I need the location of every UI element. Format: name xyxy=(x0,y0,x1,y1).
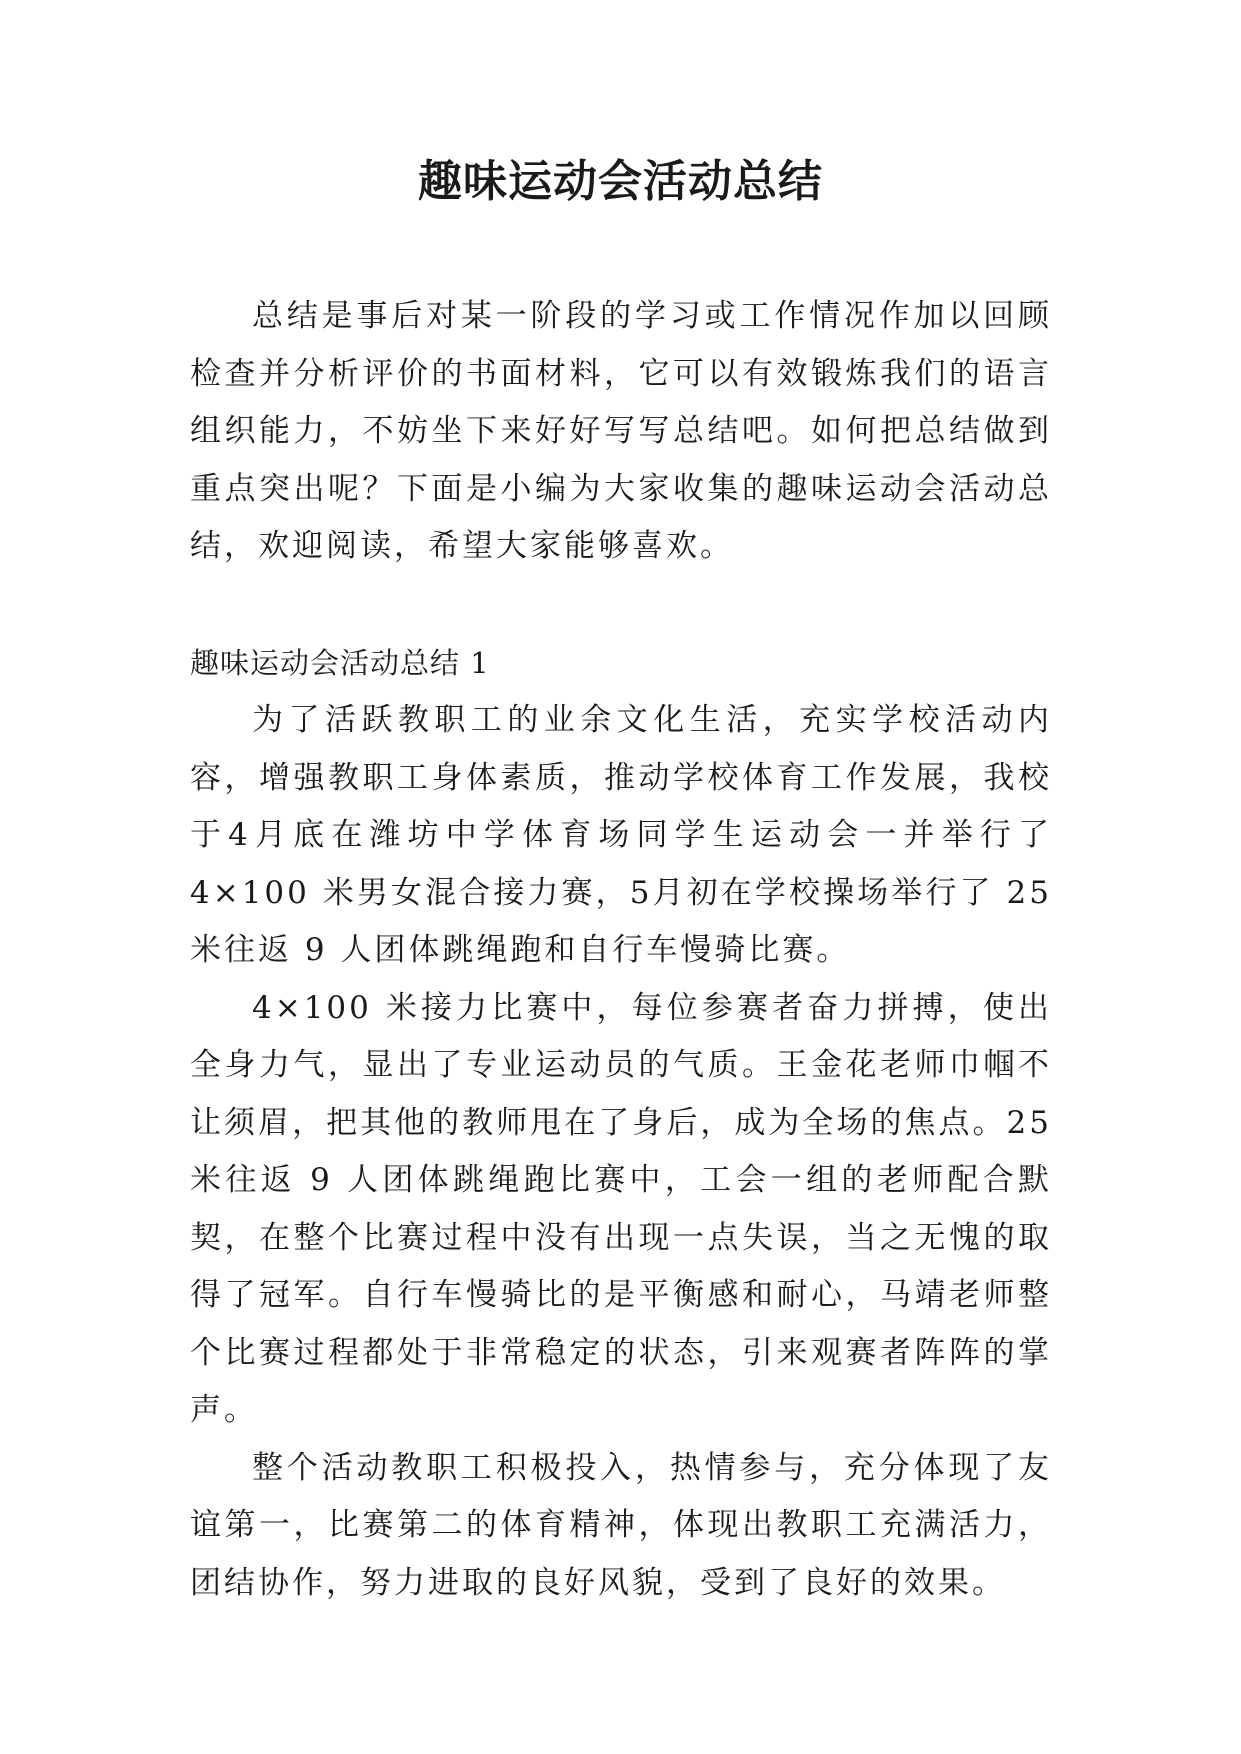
section-heading: 趣味运动会活动总结 1 xyxy=(190,646,490,680)
section-body xyxy=(190,692,1052,1612)
document-title: 趣味运动会活动总结 xyxy=(418,156,823,207)
body-paragraph-3: 整个活动教职工积极投入，热情参与，充分体现了友谊第一，比赛第二的体育精神，体现出教职工充满活力，团结协作，努力进取的良好风貌，受到了良好的效果。 xyxy=(190,1449,1052,1601)
body-paragraph-1: 为了活跃教职工的业余文化生活，充实学校活动内容，增强教职工身体素质，推动学校体育工作发展，我校于4月底在潍坊中学体育场同学生运动会一并举行了 4×100 米男女混合接力赛，5月初在学校操场举行了 25 米往返 9 人团体跳绳跑和自行车慢骑比赛。 xyxy=(190,702,1052,968)
body-paragraph-2: 4×100 米接力比赛中，每位参赛者奋力拼搏，使出全身力气，显出了专业运动员的气质。王金花老师巾帼不让须眉，把其他的教师甩在了身后，成为全场的焦点。25 米往返 9 人团体跳绳跑比赛中，工会一组的老师配合默契，在整个比赛过程中没有出现一点失误，当之无愧的取得了冠军。自行车慢骑比的是平衡感和耐心，马靖老师整个比赛过程都处于非常稳定的状态，引来观赛者阵阵的掌声。 xyxy=(190,989,1052,1428)
intro-paragraph: 总结是事后对某一阶段的学习或工作情况作加以回顾检查并分析评价的书面材料，它可以有效锻炼我们的语言组织能力，不妨坐下来好好写写总结吧。如何把总结做到重点突出呢？下面是小编为大家收集的趣味运动会活动总结，欢迎阅读，希望大家能够喜欢。 xyxy=(190,298,1052,564)
intro-block xyxy=(190,288,1052,576)
